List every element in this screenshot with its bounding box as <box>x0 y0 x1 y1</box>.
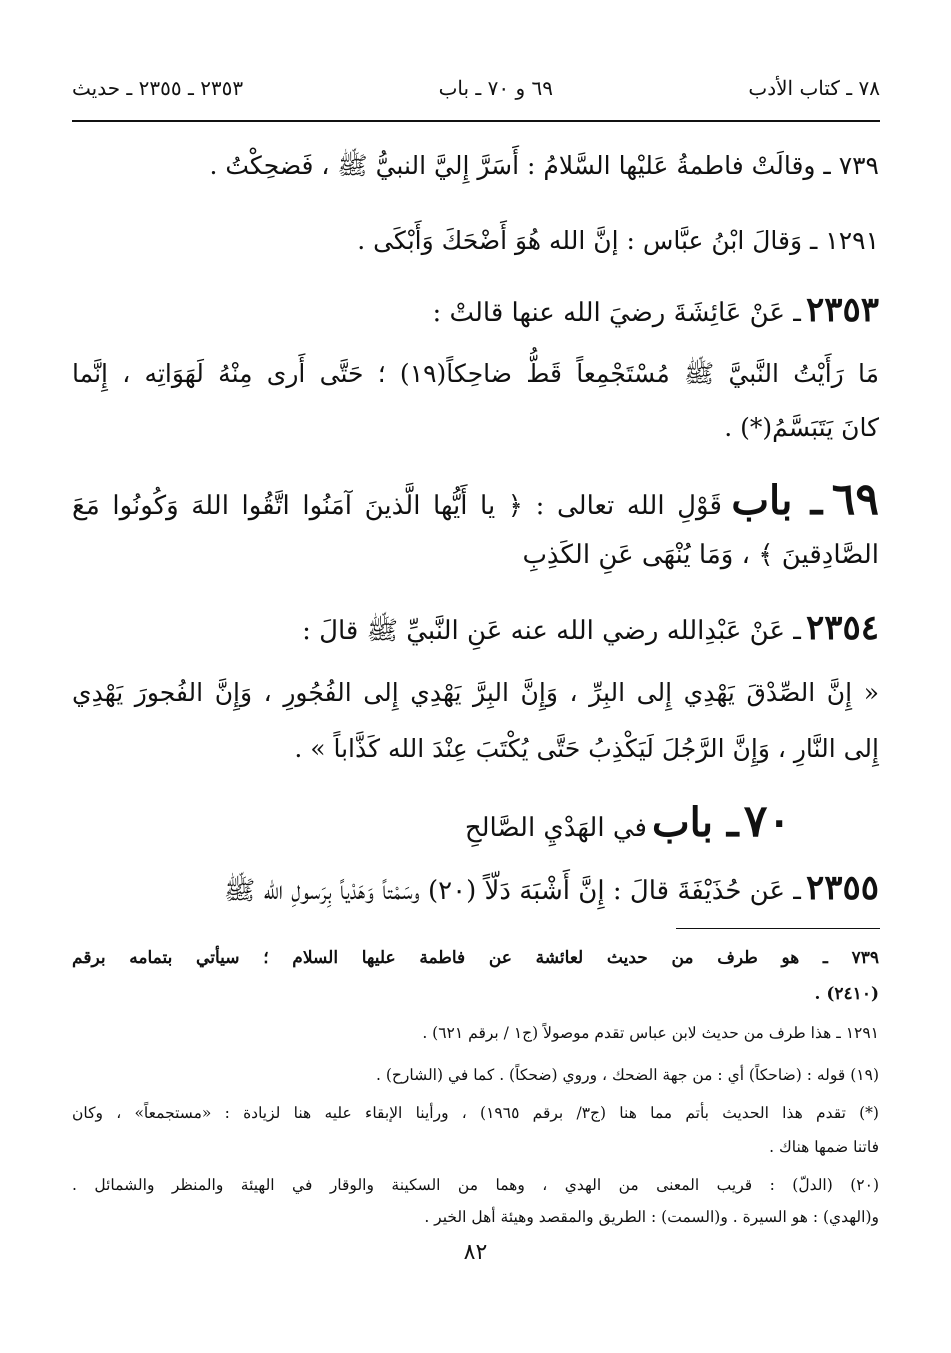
hadith-number: ٢٣٥٣ <box>805 290 879 330</box>
bab-title: في الهَدْيِ الصَّالحِ <box>464 813 647 843</box>
narration-739: ٧٣٩ ـ وقالَتْ فاطمةُ عَليْها السَّلامُ : أَسَرَّ إِليَّ النبيُّ ﷺ ، فَضحِكْتُ . <box>209 151 879 180</box>
bab-70-heading <box>465 796 791 847</box>
narration-1291: ١٢٩١ ـ وَقالَ ابْنُ عبَّاس : إنَّ الله هُوَ أَضْحَكَ وَأَبْكَى . <box>357 226 879 255</box>
footnote-19: (١٩) قوله : (ضاحكاً) أي : من جهة الضحك ، وروي (ضحكاً) . كما في (الشارح) . <box>376 1066 879 1084</box>
bab-number: ٦٩ <box>831 474 879 525</box>
hadith-2354-heading <box>302 608 879 652</box>
footnote-rule <box>676 928 880 929</box>
bab-word: ـ باب <box>731 477 823 524</box>
footnote-20-line-2: و(الهدي) : هو السيرة . و(السمت) : الطريق والمقصد وهيئة أهل الخير . <box>424 1208 879 1226</box>
header-rule <box>72 120 880 122</box>
footnote-1291: ١٢٩١ ـ هذا طرف من حديث لابن عباس تقدم موصولاً (ج١ / برقم ٦٢١) . <box>422 1024 879 1042</box>
hadith-2354-text-line-1: « إِنَّ الصِّدْقَ يَهْدِي إِلى البِرِّ ، وَإِنَّ البِرَّ يَهْدِي إِلى الفُجُورِ ، وَإِنَّ الفُجورَ يَهْدِي <box>72 678 879 707</box>
hadith-number: ٢٣٥٥ <box>805 868 879 908</box>
footnote-20-line-1: (٢٠) (الدلّ) : قريب المعنى من الهدي ، وهما من السكينة والوقار في الهيئة والمنظر والشمائل . <box>72 1176 879 1194</box>
hadith-2353-text-line-2: كانَ يَتَبَسَّمُ(*) . <box>724 413 879 442</box>
bab-word: ـ باب <box>652 799 739 846</box>
header-hadith-range: ٢٣٥٣ ـ ٢٣٥٥ ـ حديث <box>72 76 244 100</box>
hadith-number: ٢٣٥٤ <box>805 608 879 648</box>
footnote-739-line-1: ٧٣٩ ـ هو طرف من حديث لعائشة عن فاطمة عليها السلام ؛ سيأتي بتمامه برقم <box>72 948 879 968</box>
footnote-star-line-2: فاتنا ضمها هناك . <box>769 1138 879 1156</box>
header-chapter-range: ٦٩ و ٧٠ ـ باب <box>438 76 553 100</box>
bab-69-heading-line-2: الصَّادِقينَ ﴾ ، وَمَا يُنْهَى عَنِ الكَذِبِ <box>522 540 879 570</box>
bab-69-heading-line-1 <box>72 474 879 525</box>
hadith-2353-text-line-1: مَا رَأَيْتُ النَّبيَّ ﷺ مُسْتَجْمِعاً قَطُّ ضاحِكاً(١٩) ؛ حَتَّى أَرى مِنْهُ لَهَوَاتِه ، إِنَّما <box>72 359 879 388</box>
footnote-star-line-1: (*) تقدم هذا الحديث بأتم مما هنا (ج٣/ برقم ١٩٦٥) ، ورأينا الإبقاء عليه هنا لزيادة : «مستجمعاً» ، وكان <box>72 1104 879 1122</box>
hadith-2353-heading <box>432 290 879 330</box>
bab-number: ٧٠ <box>743 796 791 847</box>
hadith-text: ـ عَن حُذَيْفَةَ قالَ : إِنَّ أَشْبَهَ دَلّاً (٢٠) وسَمْتاً وَهَدْياً بِرَسولِ الله ﷺ <box>223 876 801 906</box>
running-header <box>72 70 880 106</box>
hadith-2354-text-line-2: إِلى النَّارِ ، وَإِنَّ الرَّجُلَ لَيَكْذِبُ حَتَّى يُكْتَبَ عِنْدَ الله كَذَّاباً » . <box>294 734 879 763</box>
footnote-739-line-2: (٢٤١٠) . <box>814 984 879 1004</box>
hadith-isnad: ـ عَنْ عَائِشَةَ رضيَ الله عنها قالتْ : <box>432 298 801 328</box>
header-book-title: ٧٨ ـ كتاب الأدب <box>748 76 880 100</box>
bab-title: قَوْلِ الله تعالى : ﴿ يا أَيُّها الَّذينَ آمَنُوا اتَّقُوا اللهَ وَكُونُوا مَعَ <box>72 491 722 521</box>
page-number: ٨٢ <box>463 1240 488 1265</box>
hadith-2355-heading <box>224 868 879 912</box>
hadith-isnad: ـ عَنْ عَبْدِالله رضي الله عنه عَنِ النَّبيِّ ﷺ قالَ : <box>302 616 801 646</box>
